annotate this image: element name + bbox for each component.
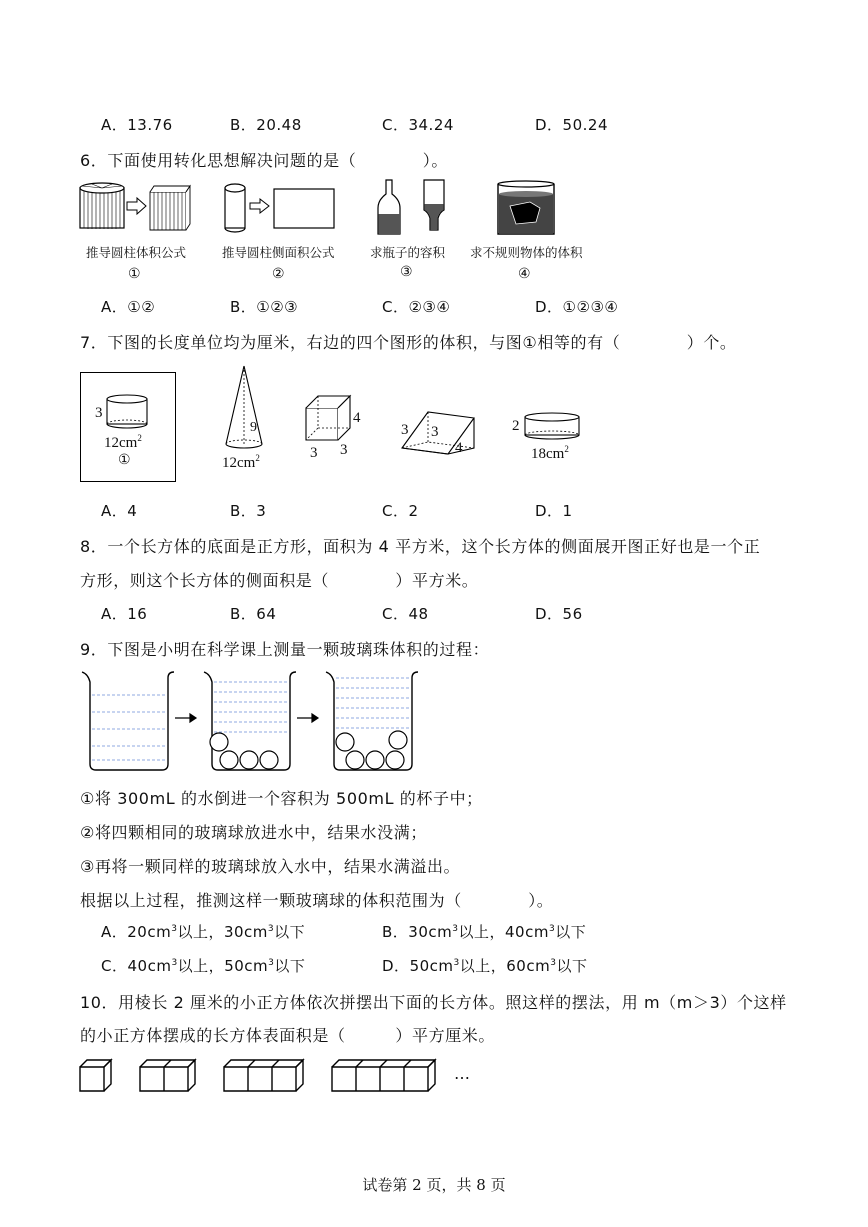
- q9-stem: 9．下图是小明在科学课上测量一颗玻璃珠体积的过程：: [80, 640, 490, 659]
- q7-cyl2-base-exp: 2: [564, 444, 569, 454]
- cube-row-3: [224, 1060, 303, 1091]
- q8-option-b: B．64: [230, 605, 277, 623]
- q10-line-2: 的小正方体摆成的长方体表面积是（ ）平方厘米。: [80, 1026, 496, 1045]
- q9-step-2: ②将四颗相同的玻璃球放进水中，结果水没满；: [80, 823, 427, 842]
- q7-prism-a: 3: [401, 422, 409, 438]
- q5-option-d: D．50.24: [535, 116, 608, 134]
- q7-cone: [224, 364, 264, 454]
- q5-option-b: B．20.48: [230, 116, 302, 134]
- q6-figure-4: [496, 180, 558, 238]
- q7-cyl2-height: 2: [512, 418, 520, 434]
- q7-cube-a: 4: [353, 410, 361, 426]
- q6-caption-4: 求不规则物体的体积: [470, 245, 583, 260]
- q6-option-a: A．①②: [101, 298, 156, 316]
- q8-option-d: D．56: [535, 605, 583, 623]
- q7-cyl2-base: $18cm^2$: [531, 444, 569, 462]
- q7-option-d: D．1: [535, 502, 573, 520]
- q7-cone-base-exp: 2: [255, 453, 260, 463]
- q7-option-c: C．2: [382, 502, 419, 520]
- q7-fig1-marker: ①: [118, 452, 131, 468]
- q6-caption-1: 推导圆柱体积公式: [86, 245, 187, 260]
- q7-cylinder-2: [524, 412, 580, 442]
- q6-stem: 6．下面使用转化思想解决问题的是（ ）。: [80, 151, 448, 170]
- q10-line-1: 10．用棱长 2 厘米的小正方体依次拼摆出下面的长方体。照这样的摆法，用 m（m＞3）个这样: [80, 993, 787, 1012]
- q9-conclusion: 根据以上过程，推测这样一颗玻璃球的体积范围为（ ）。: [80, 891, 554, 910]
- q8-line-2: 方形，则这个长方体的侧面积是（ ）平方米。: [80, 571, 479, 590]
- page-footer: 试卷第 2 页，共 8 页: [362, 1176, 506, 1194]
- q7-option-b: B．3: [230, 502, 267, 520]
- q7-cube-c: 3: [340, 442, 348, 458]
- q6-marker-4: ④: [518, 266, 531, 282]
- q7-figure-1-cylinder: [106, 394, 150, 430]
- q9-option-a: A．$20cm^3$以上，$30cm^3$以下: [101, 923, 306, 941]
- q7-cube: [304, 394, 354, 442]
- q7-cube-b: 3: [310, 445, 318, 461]
- q9-option-b-lo-exp: 3: [452, 924, 459, 934]
- q9-option-b: B．$30cm^3$以上，$40cm^3$以下: [382, 923, 587, 941]
- q9-option-a-lo-exp: 3: [171, 924, 178, 934]
- q9-option-d-lo-exp: 3: [453, 958, 460, 968]
- cube-row-4: [332, 1060, 435, 1091]
- q5-option-c: C．34.24: [382, 116, 454, 134]
- q6-marker-1: ①: [128, 266, 141, 282]
- q8-option-a: A．16: [101, 605, 148, 623]
- q6-figure-1: [78, 182, 188, 232]
- q9-option-d-hi-exp: 3: [550, 958, 557, 968]
- q6-caption-2: 推导圆柱侧面积公式: [222, 245, 335, 260]
- q7-option-a: A．4: [101, 502, 138, 520]
- q9-option-d: D．$50cm^3$以上，$60cm^3$以下: [382, 957, 588, 975]
- q8-option-c: C．48: [382, 605, 429, 623]
- q6-figure-3: [378, 178, 448, 238]
- q7-fig1-height: 3: [95, 405, 103, 421]
- q10-ellipsis: …: [454, 1064, 470, 1083]
- q9-option-c-hi-exp: 3: [268, 958, 275, 968]
- q8-line-1: 8．一个长方体的底面是正方形，面积为 4 平方米，这个长方体的侧面展开图正好也是一个正: [80, 537, 761, 556]
- q7-fig1-base-exp: 2: [137, 433, 142, 443]
- q7-cone-base: $12cm^2$: [222, 453, 260, 471]
- q6-option-b: B．①②③: [230, 298, 299, 316]
- q6-marker-3: ③: [400, 264, 413, 280]
- q7-cone-height: 9: [250, 420, 257, 435]
- q5-option-a: A．13.76: [101, 116, 173, 134]
- q10-cubes-figure: [78, 1052, 448, 1092]
- q6-option-c: C．②③④: [382, 298, 451, 316]
- q9-beakers-figure: [78, 668, 418, 774]
- q6-caption-3: 求瓶子的容积: [370, 245, 446, 260]
- q6-marker-2: ②: [272, 266, 285, 282]
- q9-option-a-hi-exp: 3: [267, 924, 275, 934]
- q7-prism-c: 4: [455, 440, 463, 456]
- cube-row-2: [140, 1060, 195, 1091]
- q6-figure-2: [222, 182, 337, 232]
- q9-step-3: ③再将一颗同样的玻璃球放入水中，结果水满溢出。: [80, 857, 461, 876]
- q7-prism-b: 3: [431, 424, 439, 440]
- q7-fig1-base: $12cm^2$: [104, 433, 142, 451]
- q6-option-d: D．①②③④: [535, 298, 619, 316]
- q9-option-c-lo-exp: 3: [171, 958, 178, 968]
- q7-stem: 7．下图的长度单位均为厘米，右边的四个图形的体积，与图①相等的有（ ）个。: [80, 333, 737, 352]
- q9-option-b-hi-exp: 3: [548, 924, 556, 934]
- q9-option-c: C．$40cm^3$以上，$50cm^3$以下: [101, 957, 306, 975]
- cube-row-1: [80, 1060, 111, 1091]
- q9-step-1: ①将 300mL 的水倒进一个容积为 500mL 的杯子中；: [80, 789, 483, 808]
